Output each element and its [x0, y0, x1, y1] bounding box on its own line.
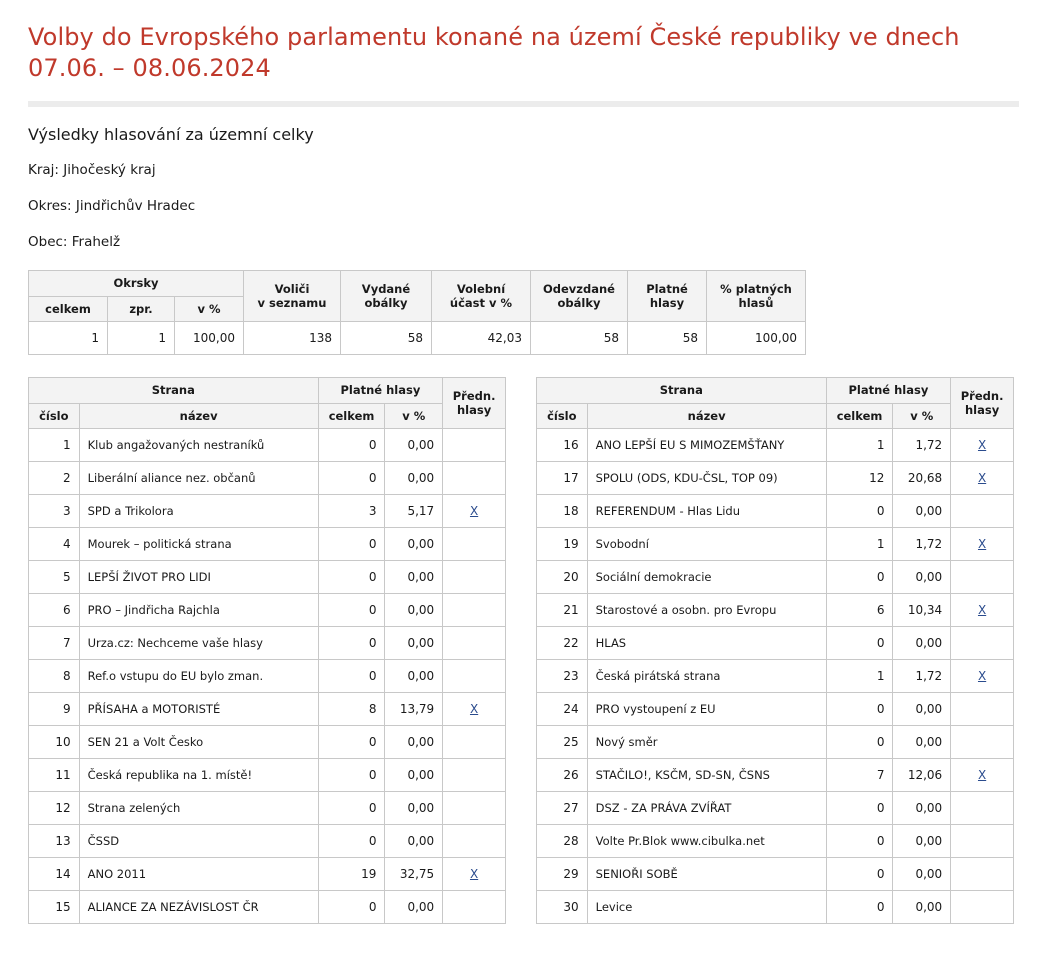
cell-party-name: Starostové a osobn. pro Evropu [587, 593, 826, 626]
cell-party-number: 23 [537, 659, 588, 692]
cell-party-number: 26 [537, 758, 588, 791]
cell-preferential-votes[interactable] [951, 659, 1014, 692]
cell-party-name: Volte Pr.Blok www.cibulka.net [587, 824, 826, 857]
table-row [537, 824, 1014, 857]
cell-votes-percent: 0,00 [893, 626, 951, 659]
cell-procento-platnych: 100,00 [707, 322, 806, 355]
cell-okrsky-zpracovano: 1 [108, 322, 175, 355]
cell-votes-percent: 0,00 [385, 659, 443, 692]
cell-party-number: 15 [29, 890, 80, 923]
cell-votes-total: 0 [318, 593, 385, 626]
cell-party-number: 27 [537, 791, 588, 824]
cell-party-number: 20 [537, 560, 588, 593]
cell-votes-total: 0 [826, 725, 893, 758]
header-procenta: v % [385, 403, 443, 428]
party-results-table-left [28, 377, 506, 924]
cell-party-name: ČSSD [79, 824, 318, 857]
preferential-votes-link[interactable]: X [469, 701, 479, 716]
cell-votes-total: 0 [826, 560, 893, 593]
header-prednostni-hlasy: Předn. hlasy [951, 378, 1014, 429]
cell-party-number: 30 [537, 890, 588, 923]
table-row [29, 857, 506, 890]
cell-party-number: 11 [29, 758, 80, 791]
table-row [29, 593, 506, 626]
party-results-table-right [536, 377, 1014, 924]
table-row [29, 791, 506, 824]
cell-votes-percent: 0,00 [385, 527, 443, 560]
cell-votes-total: 1 [826, 428, 893, 461]
party-results-container [28, 377, 1019, 924]
cell-preferential-votes [443, 824, 506, 857]
cell-votes-percent: 5,17 [385, 494, 443, 527]
cell-party-name: Levice [587, 890, 826, 923]
cell-votes-percent: 1,72 [893, 527, 951, 560]
cell-preferential-votes[interactable] [951, 593, 1014, 626]
table-row [29, 824, 506, 857]
cell-votes-percent: 0,00 [385, 824, 443, 857]
cell-party-name: ALIANCE ZA NEZÁVISLOST ČR [79, 890, 318, 923]
cell-votes-percent: 0,00 [385, 725, 443, 758]
cell-party-name: Sociální demokracie [587, 560, 826, 593]
cell-votes-percent: 0,00 [893, 560, 951, 593]
table-header-row [29, 378, 506, 403]
table-row [537, 791, 1014, 824]
cell-votes-total: 0 [826, 692, 893, 725]
cell-votes-total: 0 [826, 791, 893, 824]
preferential-votes-link[interactable]: X [469, 503, 479, 518]
cell-votes-percent: 12,06 [893, 758, 951, 791]
cell-votes-total: 0 [318, 428, 385, 461]
cell-party-name: Svobodní [587, 527, 826, 560]
cell-preferential-votes [443, 791, 506, 824]
table-row [29, 659, 506, 692]
cell-votes-percent: 1,72 [893, 428, 951, 461]
cell-votes-percent: 0,00 [893, 692, 951, 725]
header-prednostni-hlasy: Předn. hlasy [443, 378, 506, 429]
cell-votes-percent: 20,68 [893, 461, 951, 494]
header-platne-hlasy: Platné hlasy [628, 271, 707, 322]
cell-vydane-obalky: 58 [341, 322, 432, 355]
cell-preferential-votes [443, 659, 506, 692]
cell-votes-percent: 1,72 [893, 659, 951, 692]
cell-party-number: 22 [537, 626, 588, 659]
cell-party-name: PRO vystoupení z EU [587, 692, 826, 725]
cell-preferential-votes[interactable] [443, 692, 506, 725]
cell-preferential-votes [951, 692, 1014, 725]
turnout-summary-table [28, 270, 806, 355]
cell-volici-v-seznamu: 138 [244, 322, 341, 355]
cell-party-name: ANO 2011 [79, 857, 318, 890]
cell-votes-total: 0 [318, 626, 385, 659]
cell-party-name: LEPŠÍ ŽIVOT PRO LIDI [79, 560, 318, 593]
cell-votes-total: 0 [318, 758, 385, 791]
cell-preferential-votes [443, 560, 506, 593]
header-strana: Strana [29, 378, 319, 403]
cell-votes-total: 0 [318, 725, 385, 758]
header-okrsky-procenta: v % [175, 296, 244, 321]
cell-votes-total: 3 [318, 494, 385, 527]
header-celkem: celkem [318, 403, 385, 428]
header-celkem: celkem [826, 403, 893, 428]
header-cislo: číslo [29, 403, 80, 428]
cell-party-number: 10 [29, 725, 80, 758]
cell-votes-percent: 0,00 [385, 890, 443, 923]
cell-party-number: 7 [29, 626, 80, 659]
page-title: Volby do Evropského parlamentu konané na území České republiky ve dnech 07.06. – 08.06.2024 [28, 23, 960, 82]
cell-preferential-votes[interactable] [951, 428, 1014, 461]
cell-party-name: Urza.cz: Nechceme vaše hlasy [79, 626, 318, 659]
cell-votes-total: 0 [318, 560, 385, 593]
cell-preferential-votes [951, 626, 1014, 659]
cell-votes-percent: 10,34 [893, 593, 951, 626]
cell-votes-total: 8 [318, 692, 385, 725]
cell-votes-total: 0 [318, 824, 385, 857]
cell-party-name: SENIOŘI SOBĚ [587, 857, 826, 890]
cell-party-name: Mourek – politická strana [79, 527, 318, 560]
cell-votes-percent: 32,75 [385, 857, 443, 890]
cell-votes-percent: 0,00 [385, 461, 443, 494]
preferential-votes-link[interactable]: X [469, 866, 479, 881]
cell-preferential-votes [951, 560, 1014, 593]
cell-party-name: STAČILO!, KSČM, SD-SN, ČSNS [587, 758, 826, 791]
cell-party-number: 28 [537, 824, 588, 857]
header-volebni-ucast: Volební účast v % [432, 271, 531, 322]
table-row [29, 322, 806, 355]
cell-preferential-votes [443, 461, 506, 494]
preferential-votes-link[interactable]: X [977, 470, 987, 485]
cell-platne-hlasy: 58 [628, 322, 707, 355]
header-volici: Voliči v seznamu [244, 271, 341, 322]
table-row [29, 725, 506, 758]
cell-votes-total: 0 [826, 824, 893, 857]
table-row [29, 494, 506, 527]
cell-votes-total: 0 [318, 527, 385, 560]
table-row [537, 428, 1014, 461]
table-row [537, 890, 1014, 923]
cell-party-name: SPD a Trikolora [79, 494, 318, 527]
table-row [29, 692, 506, 725]
cell-party-number: 4 [29, 527, 80, 560]
cell-party-number: 16 [537, 428, 588, 461]
cell-preferential-votes[interactable] [951, 527, 1014, 560]
cell-party-number: 19 [537, 527, 588, 560]
header-procenta: v % [893, 403, 951, 428]
header-nazev: název [79, 403, 318, 428]
table-row [29, 758, 506, 791]
cell-party-name: PRO – Jindřicha Rajchla [79, 593, 318, 626]
title-divider [28, 101, 1019, 107]
cell-party-number: 2 [29, 461, 80, 494]
cell-votes-total: 12 [826, 461, 893, 494]
cell-votes-percent: 0,00 [385, 626, 443, 659]
preferential-votes-link[interactable]: X [977, 668, 987, 683]
table-row [537, 494, 1014, 527]
cell-votes-percent: 13,79 [385, 692, 443, 725]
cell-party-number: 1 [29, 428, 80, 461]
cell-party-number: 14 [29, 857, 80, 890]
cell-votes-percent: 0,00 [893, 494, 951, 527]
cell-preferential-votes [951, 824, 1014, 857]
cell-votes-percent: 0,00 [893, 890, 951, 923]
cell-preferential-votes [951, 494, 1014, 527]
cell-votes-percent: 0,00 [893, 824, 951, 857]
cell-votes-total: 1 [826, 527, 893, 560]
cell-votes-total: 0 [318, 791, 385, 824]
header-okrsky: Okrsky [29, 271, 244, 296]
cell-preferential-votes [443, 626, 506, 659]
cell-preferential-votes [443, 593, 506, 626]
cell-votes-total: 0 [826, 890, 893, 923]
header-okrsky-zpracovano: zpr. [108, 296, 175, 321]
cell-party-number: 12 [29, 791, 80, 824]
table-row [537, 725, 1014, 758]
cell-party-number: 3 [29, 494, 80, 527]
cell-preferential-votes [443, 890, 506, 923]
cell-party-name: SPOLU (ODS, KDU-ČSL, TOP 09) [587, 461, 826, 494]
cell-party-name: Česká republika na 1. místě! [79, 758, 318, 791]
preferential-votes-link[interactable]: X [977, 536, 987, 551]
cell-votes-percent: 0,00 [385, 593, 443, 626]
cell-party-number: 17 [537, 461, 588, 494]
cell-votes-total: 19 [318, 857, 385, 890]
cell-party-number: 21 [537, 593, 588, 626]
cell-votes-total: 1 [826, 659, 893, 692]
cell-preferential-votes[interactable] [443, 857, 506, 890]
cell-votes-total: 0 [318, 461, 385, 494]
header-cislo: číslo [537, 403, 588, 428]
cell-votes-percent: 0,00 [385, 428, 443, 461]
header-platne-hlasy: Platné hlasy [826, 378, 951, 403]
header-nazev: název [587, 403, 826, 428]
cell-votes-total: 0 [318, 659, 385, 692]
party-rows-right [537, 428, 1014, 923]
cell-volebni-ucast: 42,03 [432, 322, 531, 355]
header-platne-hlasy: Platné hlasy [318, 378, 443, 403]
cell-party-name: DSZ - ZA PRÁVA ZVÍŘAT [587, 791, 826, 824]
preferential-votes-link[interactable]: X [977, 437, 987, 452]
cell-party-name: REFERENDUM - Hlas Lidu [587, 494, 826, 527]
header-strana: Strana [537, 378, 827, 403]
table-row [537, 593, 1014, 626]
cell-preferential-votes [443, 428, 506, 461]
cell-preferential-votes [951, 791, 1014, 824]
cell-party-number: 13 [29, 824, 80, 857]
cell-preferential-votes[interactable] [951, 461, 1014, 494]
cell-votes-total: 0 [826, 494, 893, 527]
table-row [537, 659, 1014, 692]
table-row [29, 527, 506, 560]
table-row [29, 626, 506, 659]
cell-preferential-votes [951, 890, 1014, 923]
cell-party-number: 5 [29, 560, 80, 593]
header-okrsky-celkem: celkem [29, 296, 108, 321]
cell-party-number: 24 [537, 692, 588, 725]
cell-party-number: 8 [29, 659, 80, 692]
table-row [537, 461, 1014, 494]
cell-votes-percent: 0,00 [385, 758, 443, 791]
cell-votes-total: 6 [826, 593, 893, 626]
cell-preferential-votes [951, 857, 1014, 890]
table-header-row [29, 271, 806, 296]
table-row [29, 461, 506, 494]
table-row [537, 626, 1014, 659]
cell-party-name: Strana zelených [79, 791, 318, 824]
preferential-votes-link[interactable]: X [977, 602, 987, 617]
cell-votes-percent: 0,00 [893, 791, 951, 824]
table-row [29, 428, 506, 461]
cell-okrsky-procenta: 100,00 [175, 322, 244, 355]
cell-votes-percent: 0,00 [893, 857, 951, 890]
header-vydane-obalky: Vydané obálky [341, 271, 432, 322]
cell-party-name: Klub angažovaných nestraníků [79, 428, 318, 461]
cell-votes-percent: 0,00 [893, 725, 951, 758]
cell-votes-total: 0 [318, 890, 385, 923]
table-subheader-row [29, 403, 506, 428]
cell-party-name: SEN 21 a Volt Česko [79, 725, 318, 758]
cell-preferential-votes [443, 725, 506, 758]
cell-party-number: 6 [29, 593, 80, 626]
cell-party-name: Liberální aliance nez. občanů [79, 461, 318, 494]
cell-okrsky-celkem: 1 [29, 322, 108, 355]
cell-votes-percent: 0,00 [385, 560, 443, 593]
cell-party-name: Ref.o vstupu do EU bylo zman. [79, 659, 318, 692]
preferential-votes-link[interactable]: X [977, 767, 987, 782]
region-label: Kraj: Jihočeský kraj [28, 162, 156, 179]
cell-votes-total: 0 [826, 857, 893, 890]
cell-preferential-votes [443, 758, 506, 791]
cell-party-name: Česká pirátská strana [587, 659, 826, 692]
table-row [537, 857, 1014, 890]
district-label: Okres: Jindřichův Hradec [28, 198, 196, 215]
table-row [29, 890, 506, 923]
header-odevzdane-obalky: Odevzdané obálky [531, 271, 628, 322]
cell-party-name: ANO LEPŠÍ EU S MIMOZEMŠŤANY [587, 428, 826, 461]
cell-party-name: PŘÍSAHA a MOTORISTÉ [79, 692, 318, 725]
cell-votes-total: 7 [826, 758, 893, 791]
municipality-label: Obec: Frahelž [28, 234, 121, 251]
cell-votes-total: 0 [826, 626, 893, 659]
cell-party-number: 29 [537, 857, 588, 890]
cell-party-name: HLAS [587, 626, 826, 659]
table-row [537, 527, 1014, 560]
table-subheader-row [537, 403, 1014, 428]
header-procento-platnych: % platných hlasů [707, 271, 806, 322]
table-row [537, 758, 1014, 791]
cell-preferential-votes[interactable] [443, 494, 506, 527]
cell-party-number: 18 [537, 494, 588, 527]
cell-preferential-votes[interactable] [951, 758, 1014, 791]
cell-party-name: Nový směr [587, 725, 826, 758]
table-header-row [537, 378, 1014, 403]
cell-party-number: 9 [29, 692, 80, 725]
cell-votes-percent: 0,00 [385, 791, 443, 824]
party-rows-left [29, 428, 506, 923]
table-row [537, 692, 1014, 725]
table-row [29, 560, 506, 593]
cell-party-number: 25 [537, 725, 588, 758]
cell-preferential-votes [443, 527, 506, 560]
table-row [537, 560, 1014, 593]
section-heading: Výsledky hlasování za územní celky [28, 125, 314, 145]
cell-preferential-votes [951, 725, 1014, 758]
cell-odevzdane-obalky: 58 [531, 322, 628, 355]
